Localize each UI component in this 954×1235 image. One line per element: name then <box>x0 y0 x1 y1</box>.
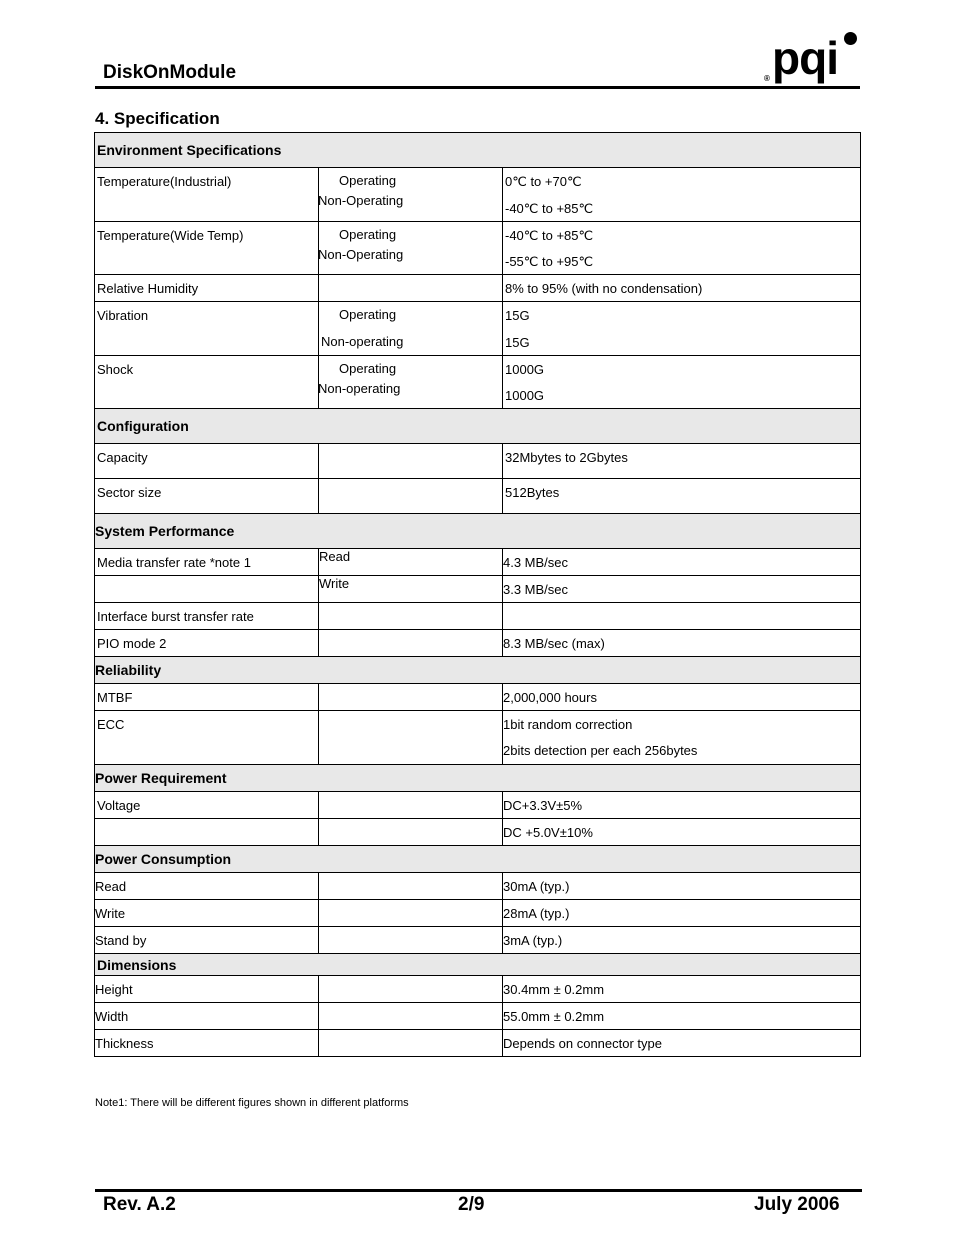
row-value: DC +5.0V±10% <box>503 825 593 840</box>
registered-mark: ® <box>764 74 770 83</box>
row-value: 30.4mm ± 0.2mm <box>503 982 605 997</box>
row-value: DC+3.3V±5% <box>503 798 583 813</box>
value-non-operating: -55℃ to +95℃ <box>505 254 594 269</box>
row-value: 30mA (typ.) <box>503 879 570 894</box>
section-row-environment: Environment Specifications <box>95 133 861 168</box>
row-label: ECC <box>97 717 125 732</box>
footnote: Note1: There will be different figures shown in different platforms <box>95 1097 409 1109</box>
row-value: 512Bytes <box>505 485 560 500</box>
mode-operating: Operating <box>339 227 397 242</box>
row-label: Relative Humidity <box>97 281 199 296</box>
pqi-logo <box>762 30 862 86</box>
section-row-performance: System Performance <box>95 514 861 549</box>
value-non-operating: 15G <box>505 335 530 350</box>
mode-read: Read <box>319 549 351 564</box>
row-label: Temperature(Industrial) <box>97 174 232 189</box>
revision-label: Rev. A.2 <box>103 1194 176 1215</box>
row-value: 8% to 95% (with no condensation) <box>505 281 703 296</box>
mode-non-operating: Non-operating <box>321 334 404 349</box>
table-row <box>95 168 861 222</box>
row-value: 4.3 MB/sec <box>503 555 569 570</box>
mode-operating: Operating <box>339 173 397 188</box>
table-row <box>95 549 861 576</box>
section-heading: 4. Specification <box>95 109 220 128</box>
document-title: DiskOnModule <box>103 62 237 83</box>
table-row <box>95 684 861 711</box>
mode-non-operating: Non-Operating <box>318 193 404 208</box>
row-label: Media transfer rate *note 1 <box>97 555 251 570</box>
row-value: 55.0mm ± 0.2mm <box>503 1009 605 1024</box>
table-row <box>95 275 861 302</box>
footer-rule <box>95 1189 862 1192</box>
specification-table <box>94 132 861 1057</box>
row-value: Depends on connector type <box>503 1036 662 1051</box>
row-label: Sector size <box>97 485 162 500</box>
section-row-power-requirement: Power Requirement <box>95 765 861 792</box>
section-row-dimensions: Dimensions <box>95 954 861 976</box>
row-label: Write <box>95 906 126 921</box>
row-label: Capacity <box>97 450 148 465</box>
document-date: July 2006 <box>754 1194 840 1215</box>
table-row <box>95 976 861 1003</box>
table-row <box>95 479 861 514</box>
table-row <box>95 1003 861 1030</box>
table-row <box>95 630 861 657</box>
section-row-power-consumption: Power Consumption <box>95 846 861 873</box>
row-label: Stand by <box>95 933 147 948</box>
row-label: Height <box>95 982 133 997</box>
row-value: 3.3 MB/sec <box>503 582 569 597</box>
table-row <box>95 819 861 846</box>
row-label: Shock <box>97 362 134 377</box>
table-row <box>95 222 861 275</box>
value-operating: -40℃ to +85℃ <box>505 228 594 243</box>
row-value: 2,000,000 hours <box>503 690 597 705</box>
page-number: 2/9 <box>458 1194 485 1215</box>
row-value: 1bit random correction <box>503 717 633 732</box>
mode-write: Write <box>319 576 350 591</box>
row-label: PIO mode 2 <box>97 636 167 651</box>
mode-operating: Operating <box>339 307 397 322</box>
table-row <box>95 711 861 765</box>
table-row <box>95 900 861 927</box>
table-row <box>95 576 861 603</box>
mode-non-operating: Non-Operating <box>318 247 404 262</box>
value-non-operating: 1000G <box>505 388 545 403</box>
table-row <box>95 927 861 954</box>
row-label: Width <box>95 1009 129 1024</box>
row-value: 2bits detection per each 256bytes <box>503 743 698 758</box>
row-value: 8.3 MB/sec (max) <box>503 636 605 651</box>
table-row <box>95 873 861 900</box>
mode-operating: Operating <box>339 361 397 376</box>
table-row <box>95 356 861 409</box>
row-label: Read <box>95 879 127 894</box>
table-row <box>95 1030 861 1057</box>
row-value: 28mA (typ.) <box>503 906 570 921</box>
section-row-configuration: Configuration <box>95 409 861 444</box>
mode-non-operating: Non-operating <box>318 381 401 396</box>
row-label: MTBF <box>97 690 133 705</box>
row-label: Thickness <box>95 1036 154 1051</box>
value-operating: 15G <box>505 308 530 323</box>
table-row <box>95 302 861 356</box>
row-label: Temperature(Wide Temp) <box>97 228 244 243</box>
header-rule <box>95 86 860 89</box>
row-label: Voltage <box>97 798 141 813</box>
value-operating: 0℃ to +70℃ <box>505 174 582 189</box>
row-label: Vibration <box>97 308 149 323</box>
logo-text: pqi <box>772 32 838 84</box>
value-non-operating: -40℃ to +85℃ <box>505 201 594 216</box>
row-label: Interface burst transfer rate <box>97 609 254 624</box>
row-value: 32Mbytes to 2Gbytes <box>505 450 628 465</box>
section-row-reliability: Reliability <box>95 657 861 684</box>
row-value: 3mA (typ.) <box>503 933 563 948</box>
table-row <box>95 603 861 630</box>
logo-dot-icon <box>844 32 857 45</box>
table-row <box>95 444 861 479</box>
value-operating: 1000G <box>505 362 545 377</box>
table-row <box>95 792 861 819</box>
